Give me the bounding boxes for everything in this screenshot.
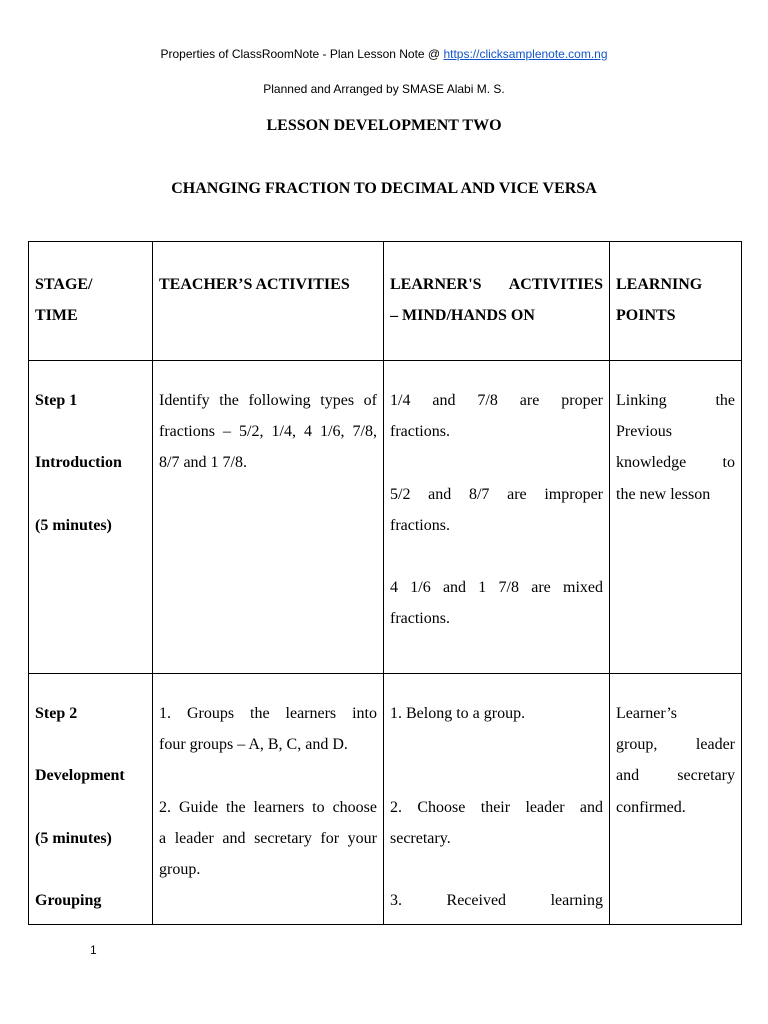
points-line: knowledge to <box>616 454 735 472</box>
learner-line: 3. Received learning <box>390 892 603 910</box>
teacher-line: a leader and secretary for your <box>159 829 377 847</box>
teacher-line: 1. Groups the learners into <box>159 705 377 722</box>
points-line: and secretary <box>616 767 735 785</box>
planned-by: Planned and Arranged by SMASE Alabi M. S. <box>263 82 505 96</box>
table-header-row <box>29 242 742 361</box>
learner-line: 1/4 and 7/8 are proper <box>390 392 603 409</box>
learner-line: 5/2 and 8/7 are improper <box>390 485 603 503</box>
header-time-label: TIME <box>35 307 78 325</box>
points-line: group, leader <box>616 736 735 754</box>
learner-activity-cell <box>384 674 610 925</box>
header-learner-sublabel: – MIND/HANDS ON <box>390 307 535 325</box>
teacher-line: 8/7 and 1 7/8. <box>159 454 247 472</box>
teacher-line: four groups – A, B, C, and D. <box>159 736 348 754</box>
teacher-line: 2. Guide the learners to choose <box>159 798 377 816</box>
stage-name: Introduction <box>35 454 122 472</box>
header-learning-label: LEARNING <box>616 276 703 293</box>
stage-duration: (5 minutes) <box>35 516 112 534</box>
header-stage-label: STAGE/ <box>35 276 93 293</box>
learner-line: 4 1/6 and 1 7/8 are mixed <box>390 579 603 597</box>
learner-line: fractions. <box>390 610 450 628</box>
step-label: Step 1 <box>35 392 78 409</box>
properties-text: Properties of ClassRoomNote - Plan Lesson Note @ <box>160 47 444 61</box>
stage-name: Development <box>35 767 125 785</box>
teacher-line: Identify the following types of <box>159 392 377 409</box>
stage-duration: (5 minutes) <box>35 829 112 847</box>
learner-line: fractions. <box>390 423 450 441</box>
header-points-label: POINTS <box>616 307 676 325</box>
header-properties <box>0 47 768 61</box>
page-number: 1 <box>90 943 97 957</box>
learning-points-cell <box>610 361 742 674</box>
points-line: Previous <box>616 423 672 441</box>
teacher-line: fractions – 5/2, 1/4, 4 1/6, 7/8, <box>159 423 377 441</box>
teacher-activity-cell <box>153 674 384 925</box>
stage-subname: Grouping <box>35 892 102 910</box>
points-line: Linking the <box>616 392 735 409</box>
source-link[interactable]: https://clicksamplenote.com.ng <box>443 47 608 61</box>
table-row <box>29 674 742 925</box>
header-teacher-activities <box>153 242 384 361</box>
header-learner-activities <box>384 242 610 361</box>
teacher-line: group. <box>159 861 201 878</box>
lesson-table <box>28 241 742 925</box>
page-subtitle: CHANGING FRACTION TO DECIMAL AND VICE VERSA <box>171 180 597 197</box>
stage-cell <box>29 361 153 674</box>
header-learning-points <box>610 242 742 361</box>
stage-cell <box>29 674 153 925</box>
learner-line: fractions. <box>390 516 450 534</box>
points-line: Learner’s <box>616 705 677 722</box>
learner-line: secretary. <box>390 829 451 847</box>
learner-line: 1. Belong to a group. <box>390 705 526 722</box>
learner-activity-cell <box>384 361 610 674</box>
page-title: LESSON DEVELOPMENT TWO <box>266 117 502 134</box>
table-row <box>29 361 742 674</box>
learning-points-cell <box>610 674 742 925</box>
teacher-activity-cell <box>153 361 384 674</box>
header-stage-time <box>29 242 153 361</box>
points-line: the new lesson <box>616 485 711 503</box>
header-learner-label: LEARNER'S ACTIVITIES <box>390 276 603 293</box>
header-teacher-label: TEACHER’S ACTIVITIES <box>159 276 350 293</box>
points-line: confirmed. <box>616 798 686 816</box>
step-label: Step 2 <box>35 705 78 722</box>
learner-line: 2. Choose their leader and <box>390 798 603 816</box>
